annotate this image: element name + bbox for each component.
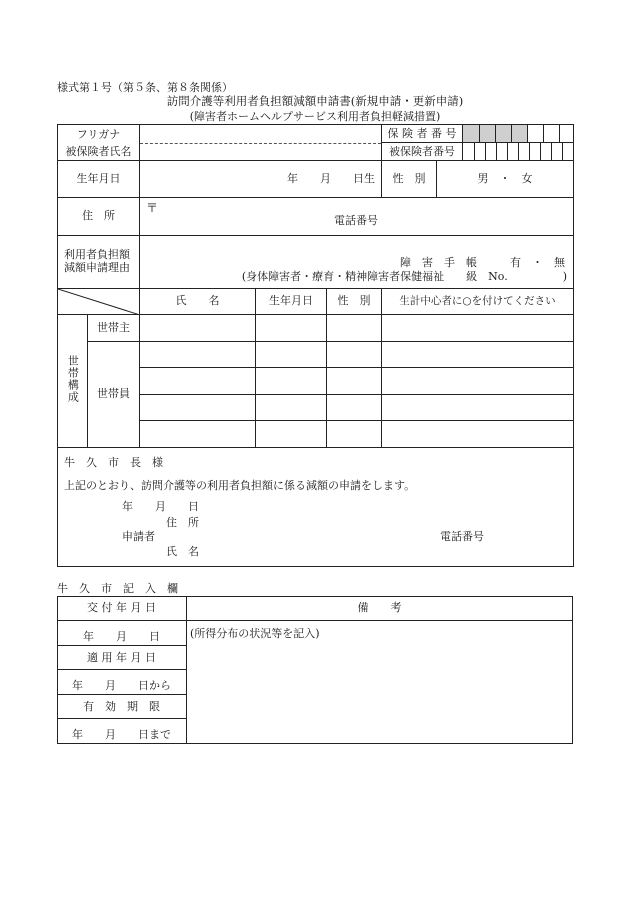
reason-label [58,236,140,289]
reason-label-line1: 利用者負担額 [64,248,130,262]
issue-date-field[interactable]: 年 月 日 [83,630,160,643]
city-section-title: 牛 久 市 記 入 欄 [57,582,178,595]
insurer-number-field[interactable] [463,125,573,143]
member3-earner-field[interactable] [382,395,574,421]
handbook-line: 障 害 手 帳 有 ・ 無 [400,256,566,269]
validity-label: 有 効 期 限 [83,700,160,713]
member3-dob-field[interactable] [256,395,327,421]
dob-field[interactable]: 年 月 日生 [140,161,382,198]
request-block [58,448,574,567]
member2-earner-field[interactable] [382,368,574,395]
household-member-label: 世帯員 [88,342,140,448]
remarks-note: (所得分布の状況等を記入) [190,627,320,640]
apply-date-label: 適 用 年 月 日 [87,651,156,664]
head-gender-field[interactable] [327,315,382,342]
insured-name-field[interactable] [140,125,382,161]
insured-number-label: 被保険者番号 [382,143,463,161]
member2-dob-field[interactable] [256,368,327,395]
head-earner-field[interactable] [382,315,574,342]
reason-label-line2: 減額申請理由 [64,261,130,274]
furigana-divider [140,143,381,144]
member2-gender-field[interactable] [327,368,382,395]
member1-dob-field[interactable] [256,342,327,368]
member3-name-field[interactable] [140,395,256,421]
apply-date-field[interactable]: 年 月 日から [72,679,171,692]
col-header-dob: 生年月日 [256,289,327,315]
applicant-address-label: 住 所 [166,516,199,529]
head-dob-field[interactable] [256,315,327,342]
form-title: 訪問介護等利用者負担額減額申請書(新規申請・更新申請) [166,94,464,108]
addressee: 牛 久 市 長 様 [64,456,163,469]
form-number: 様式第１号（第５条、第８条関係） [57,81,233,94]
address-field[interactable] [140,198,574,236]
insured-number-field[interactable] [463,143,573,161]
request-date[interactable]: 年 月 日 [122,500,199,513]
member4-earner-field[interactable] [382,421,574,448]
applicant-phone-label: 電話番号 [440,530,484,543]
member4-gender-field[interactable] [327,421,382,448]
member1-name-field[interactable] [140,342,256,368]
number-block [382,125,574,161]
insurer-number-label: 保 険 者 番 号 [382,125,463,143]
address-label: 住 所 [58,198,140,236]
applicant-name-label: 氏 名 [166,545,199,558]
reason-field[interactable] [140,236,574,289]
gender-field[interactable]: 男 ・ 女 [437,161,574,198]
dob-label: 生年月日 [58,161,140,198]
col-header-earner: 生計中心者に○を付けてください [382,289,574,315]
member4-name-field[interactable] [140,421,256,448]
furigana-label: フリガナ [76,127,121,141]
member3-gender-field[interactable] [327,395,382,421]
head-name-field[interactable] [140,315,256,342]
household-group-label: 世帯構成 [58,315,88,448]
application-form-table [57,124,574,567]
form-subtitle: (障害者ホームヘルプサービス利用者負担軽減措置) [189,110,441,123]
address-phone-label: 電話番号 [334,214,378,227]
validity-field[interactable]: 年 月 日まで [72,728,171,741]
remarks-field[interactable] [190,645,570,741]
remarks-label: 備 考 [357,601,402,614]
name-label-cell [58,125,140,161]
request-statement: 上記のとおり、訪問介護等の利用者負担額に係る減額の申請をします。 [64,479,416,492]
household-corner-cell [58,289,140,315]
member2-name-field[interactable] [140,368,256,395]
gender-label: 性 別 [382,161,437,198]
applicant-label: 申請者 [122,530,155,543]
household-head-label: 世帯主 [88,315,140,342]
member4-dob-field[interactable] [256,421,327,448]
handbook-types: (身体障害者・療育・精神障害者保健福祉 級 No. ) [241,270,568,283]
diagonal-line [58,289,140,315]
col-header-gender: 性 別 [327,289,382,315]
issue-date-label: 交 付 年 月 日 [87,601,156,614]
member1-earner-field[interactable] [382,342,574,368]
postal-mark: 〒 [146,201,159,215]
col-header-name: 氏 名 [140,289,256,315]
insured-name-label: 被保険者氏名 [65,144,132,158]
member1-gender-field[interactable] [327,342,382,368]
